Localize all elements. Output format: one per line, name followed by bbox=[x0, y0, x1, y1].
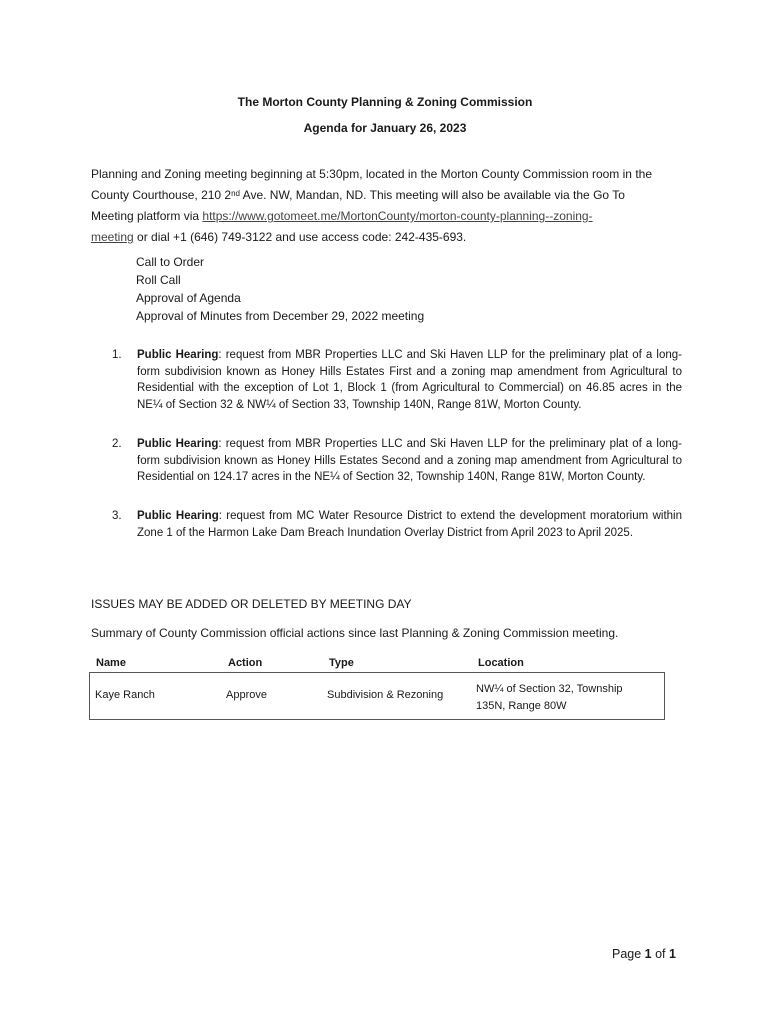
table-header-name: Name bbox=[96, 657, 126, 669]
intro-line-2a: County Courthouse, 210 2 bbox=[91, 188, 232, 202]
item-label: Public Hearing bbox=[137, 438, 219, 450]
hearing-item-1 bbox=[112, 347, 682, 413]
cell-type: Subdivision & Rezoning bbox=[327, 689, 444, 701]
item-number: 1. bbox=[112, 349, 122, 361]
cell-location bbox=[476, 681, 623, 715]
page-word: Page bbox=[612, 947, 645, 961]
agenda-item: Roll Call bbox=[136, 273, 181, 287]
meeting-link[interactable]: https://www.gotomeet.me/MortonCounty/morton-county-planning--zoning- bbox=[202, 209, 593, 223]
item-label: Public Hearing bbox=[137, 510, 219, 522]
agenda-item: Call to Order bbox=[136, 255, 205, 269]
notice-text: ISSUES MAY BE ADDED OR DELETED BY MEETING DAY bbox=[91, 597, 412, 611]
hearing-item-3 bbox=[112, 508, 682, 541]
table-header-location: Location bbox=[478, 657, 524, 669]
item-number: 3. bbox=[112, 510, 122, 522]
cell-location-line-2: 135N, Range 80W bbox=[476, 700, 567, 712]
cell-name: Kaye Ranch bbox=[95, 689, 155, 701]
of-word: of bbox=[651, 947, 669, 961]
agenda-item: Approval of Agenda bbox=[136, 291, 241, 305]
cell-location-line-1: NW¼ of Section 32, Township bbox=[476, 683, 623, 695]
item-text: : request from MBR Properties LLC and Ski Haven LLP for the preliminary plat of a long-form subdivision known as Honey Hills Estates Second and a zoning map amendment from Agricultural to Residential on 124.17 acres in the NE¼ of Section 32, Township 140N, Range 81W, Morton County. bbox=[137, 438, 682, 483]
intro-line-1: Planning and Zoning meeting beginning at 5:30pm, located in the Morton County Commission room in the bbox=[91, 167, 652, 181]
document-subtitle: Agenda for January 26, 2023 bbox=[303, 121, 467, 135]
document-title: The Morton County Planning & Zoning Commission bbox=[237, 95, 533, 109]
total-pages: 1 bbox=[669, 947, 676, 961]
summary-text: Summary of County Commission official actions since last Planning & Zoning Commission meeting. bbox=[91, 626, 619, 640]
intro-paragraph bbox=[91, 164, 681, 248]
agenda-item: Approval of Minutes from December 29, 2022 meeting bbox=[136, 309, 425, 323]
agenda-list bbox=[136, 253, 424, 325]
item-text: : request from MC Water Resource District to extend the development moratorium within Zone 1 of the Harmon Lake Dam Breach Inundation Overlay District from April 2023 to April 2025. bbox=[137, 510, 682, 539]
item-text: : request from MBR Properties LLC and Ski Haven LLP for the preliminary plat of a long-form subdivision known as Honey Hills Estates First and a zoning map amendment from Agricultural to Residential with the exception of Lot 1, Block 1 (from Agricultural to Commercial) on 46.85 acres in the NE¼ of Section 32 & NW¼ of Section 33, Township 140N, Range 81W, Morton County. bbox=[137, 349, 682, 411]
item-number: 2. bbox=[112, 438, 122, 450]
intro-line-2b: Ave. NW, Mandan, ND. This meeting will also be available via the Go To bbox=[240, 188, 625, 202]
intro-line-2 bbox=[91, 185, 681, 206]
intro-line-4 bbox=[91, 227, 681, 248]
meeting-link-continued[interactable]: meeting bbox=[91, 230, 134, 244]
table-header-type: Type bbox=[329, 657, 354, 669]
cell-action: Approve bbox=[226, 689, 267, 701]
hearing-item-2 bbox=[112, 436, 682, 486]
current-page: 1 bbox=[644, 947, 652, 961]
intro-line-3 bbox=[91, 206, 681, 227]
intro-line-4b: or dial +1 (646) 749-3122 and use access code: 242-435-693. bbox=[133, 230, 467, 244]
page-number bbox=[612, 947, 676, 961]
ordinal-suffix: nd bbox=[231, 189, 240, 198]
item-label: Public Hearing bbox=[137, 349, 219, 361]
intro-line-3a: Meeting platform via bbox=[91, 209, 203, 223]
table-header-action: Action bbox=[228, 657, 263, 669]
